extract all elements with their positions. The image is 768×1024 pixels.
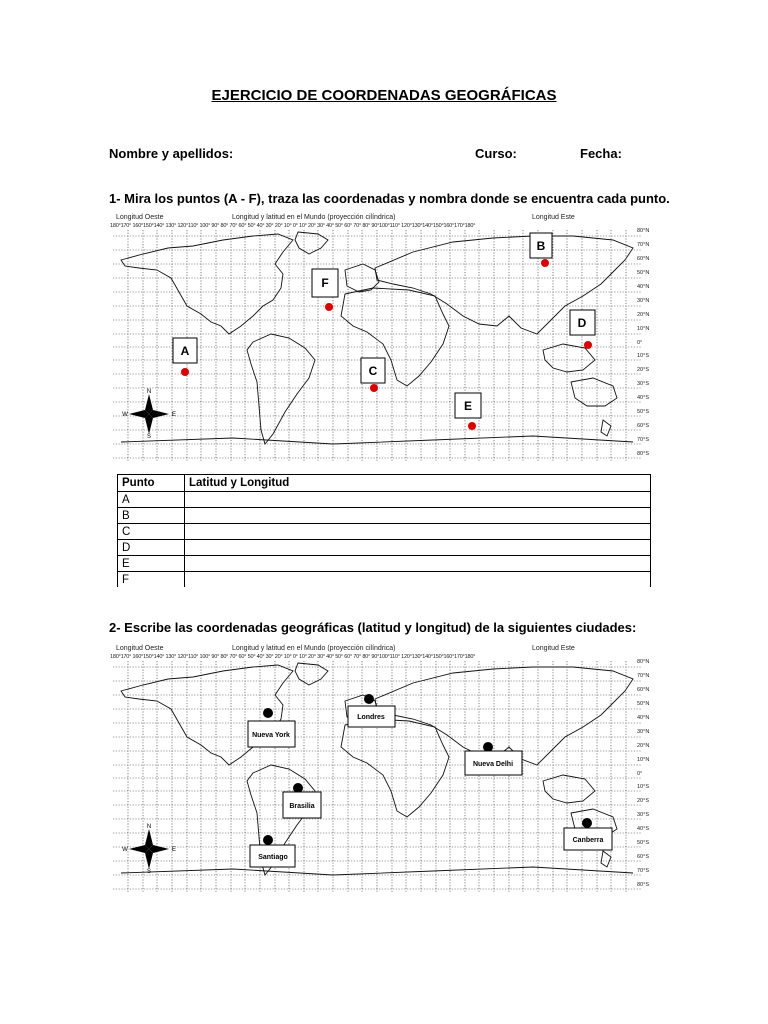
table-row [118,572,651,588]
table-cell-coords[interactable] [185,524,651,540]
city-nueva-delhi [465,742,522,775]
page-title: EJERCICIO DE COORDENADAS GEOGRÁFICAS [211,87,557,104]
curso-label: Curso: [475,146,517,161]
table-header-punto: Punto [118,475,185,492]
map-2-lat-label: 10°S [637,784,649,790]
city-brasilia-label: Brasilia [289,803,315,810]
point-e-dot [468,422,476,430]
table-cell-coords[interactable] [185,572,651,588]
map-1-lat-label: 70°S [637,437,649,443]
map-2-east-label: Longitud Este [532,645,575,652]
table-cell-punto: D [118,540,185,556]
map-1-lat-label: 0° [637,340,643,346]
city-canberra [564,818,612,850]
map-2-compass-w: W [122,847,128,853]
point-b-dot [541,259,549,267]
table-cell-coords[interactable] [185,492,651,508]
map-2-lat-label: 20°N [637,743,650,749]
world-map-2 [113,661,641,893]
map-2-latitude-labels [637,659,657,893]
map-1-longitude-labels: 180°170° 160°150°140° 130° 120°110° 100° 90° 80° 70° 60° 50° 40° 30° 20° 10° 0° 10° 20° 30° 40° 50° 60° 70° 80° 90°100°110° 120°130°140°150°160°170°180° [110,223,476,229]
city-santiago-dot [263,835,273,845]
map-1-lat-label: 50°N [637,270,650,276]
city-nueva-york-label: Nueva York [252,732,290,739]
map-1-west-label: Longitud Oeste [116,214,164,221]
map-1-points [113,230,641,462]
map-1-lat-label: 60°N [637,256,650,262]
question-2: 2- Escribe las coordenadas geográficas (latitud y longitud) de la siguientes ciudades: [109,620,637,635]
city-santiago [250,835,295,867]
map-2-lat-label: 60°N [637,687,650,693]
point-f-label: F [321,276,329,290]
table-row [118,540,651,556]
table-row [118,508,651,524]
table-cell-punto: A [118,492,185,508]
map-1-lat-label: 40°N [637,284,650,290]
city-nueva-delhi-label: Nueva Delhi [472,761,514,768]
map-1-latitude-labels [637,228,657,462]
city-canberra-dot [582,818,592,828]
map-1-lat-label: 40°S [637,395,649,401]
map-2-lat-label: 80°N [637,659,650,665]
map-2-west-label: Longitud Oeste [116,645,164,652]
map-2-lat-label: 40°S [637,826,649,832]
point-f-dot [325,303,333,311]
city-nueva-york [248,708,295,747]
map-1-lat-label: 70°N [637,242,650,248]
table-cell-punto: F [118,572,185,588]
table-cell-punto: E [118,556,185,572]
table-row [118,556,651,572]
point-d-dot [584,341,592,349]
point-e-label: E [463,399,473,413]
map-1-lat-label: 80°N [637,228,650,234]
map-2-lat-label: 60°S [637,854,649,860]
map-1-lat-label: 50°S [637,409,649,415]
map-1-lat-label: 10°N [637,326,650,332]
map-1-lat-label: 30°S [637,381,649,387]
point-d [570,310,595,349]
city-santiago-label: Santiago [258,854,288,861]
map-2-lat-label: 70°S [637,868,649,874]
map-2-lat-label: 30°N [637,729,650,735]
table-header-coords: Latitud y Longitud [185,475,651,492]
map-2-cities [113,661,641,893]
points-table [117,474,651,587]
point-b-label: B [536,239,546,253]
table-cell-coords[interactable] [185,508,651,524]
city-canberra-label: Canberra [572,837,604,844]
point-c [361,358,385,392]
table-cell-coords[interactable] [185,556,651,572]
map-2-lat-label: 10°N [637,757,650,763]
map-1-lat-label: 20°N [637,312,650,318]
map-1-lat-label: 80°S [637,451,649,457]
map-2-lat-label: 70°N [637,673,650,679]
map-2-lat-label: 20°S [637,798,649,804]
point-a [173,338,197,376]
map-2-compass-e: E [171,847,177,853]
fecha-label: Fecha: [580,146,622,161]
point-e [455,393,481,430]
point-c-dot [370,384,378,392]
map-2-longitude-labels: 180°170° 160°150°140° 130° 120°110° 100° 90° 80° 70° 60° 50° 40° 30° 20° 10° 0° 10° 20° 30° 40° 50° 60° 70° 80° 90°100°110° 120°130°140°150°160°170°180° [110,654,476,660]
city-londres [348,694,395,727]
map-2-lat-label: 0° [637,771,643,777]
point-f [312,269,338,311]
point-b [530,233,552,267]
table-cell-punto: B [118,508,185,524]
point-d-label: D [577,316,587,330]
map-2-lat-label: 50°N [637,701,650,707]
table-row [118,524,651,540]
map-1-lat-label: 10°S [637,353,649,359]
point-a-label: A [180,344,190,358]
map-1-lat-label: 30°N [637,298,650,304]
question-1: 1- Mira los puntos (A - F), traza las coordenadas y nombra donde se encuentra cada punto. [109,191,670,206]
map-2-lat-label: 50°S [637,840,649,846]
map-2-lat-label: 80°S [637,882,649,888]
point-c-label: C [368,364,378,378]
map-2-compass-s: S [146,869,152,875]
city-londres-label: Londres [357,714,385,721]
table-cell-coords[interactable] [185,540,651,556]
map-1-east-label: Longitud Este [532,214,575,221]
world-map-1 [113,230,641,462]
map-2-center-label: Longitud y latitud en el Mundo (proyección cilíndrica) [232,645,396,652]
city-nueva-york-dot [263,708,273,718]
map-1-lat-label: 20°S [637,367,649,373]
table-cell-punto: C [118,524,185,540]
map-1-compass-n: N [146,389,152,395]
point-a-dot [181,368,189,376]
nombre-label: Nombre y apellidos: [109,146,234,161]
table-row [118,492,651,508]
map-1-compass-e: E [171,412,177,418]
city-brasilia [283,783,321,818]
city-londres-dot [364,694,374,704]
map-1-compass-w: W [122,412,128,418]
map-2-lat-label: 30°S [637,812,649,818]
map-1-lat-label: 60°S [637,423,649,429]
table-header-row [118,475,651,492]
map-1-center-label: Longitud y latitud en el Mundo (proyección cilíndrica) [232,214,396,221]
map-1-compass-s: S [146,434,152,440]
map-2-compass-n: N [146,824,152,830]
map-2-lat-label: 40°N [637,715,650,721]
